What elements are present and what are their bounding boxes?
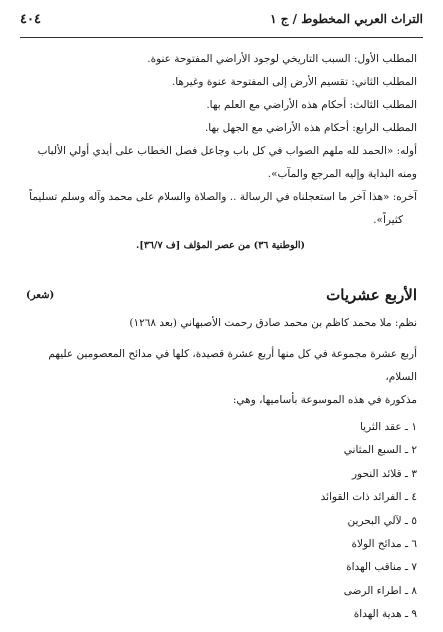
text-line: المطلب الأول: السبب التاريخي لوجود الأراضي المفتوحة عنوة. <box>147 53 417 65</box>
list-item: ٧ ـ مناقب الهداة <box>346 561 417 574</box>
list-item: ٥ ـ لآلي البحرين <box>347 514 417 527</box>
entry-type: (شعر) <box>26 290 55 301</box>
list-item: ٩ ـ هدية الهداة <box>353 608 417 621</box>
page-number: ٤٠٤ <box>20 12 41 27</box>
text-line: آخره: «هذا آخر ما استعجلناه في الرسالة .. والصلاة والسلام على محمد وآله وسلم تسليماً <box>29 191 417 203</box>
header-title: التراث العربي المخطوط / ج ١ <box>270 12 423 26</box>
entry-title: الأربع عشريات <box>326 286 417 304</box>
list-item: ٨ ـ اطراء الرضى <box>343 584 417 597</box>
author-line: نظم: ملا محمد كاظم بن محمد صادق رحمت الأصبهاني (بعد ١٢٦٨) <box>129 317 417 329</box>
list-item: ٦ ـ مدائح الولاة <box>351 538 417 551</box>
list-item: ٢ ـ السبع المثاني <box>343 444 417 457</box>
manuscript-citation: (الوطنية ٣٦) من عصر المؤلف [ف ٣٦/٧]. <box>136 240 305 251</box>
text-line: المطلب الرابع: أحكام هذه الأراضي مع الجهل بها. <box>204 122 417 134</box>
text-line: المطلب الثاني: تقسيم الأرض إلى المفتوحة عنوة وغيرها. <box>171 76 417 88</box>
list-item: ٤ ـ الفرائد ذات القوائد <box>320 491 417 504</box>
description-line: مذكورة في هذه الموسوعة بأساميها، وهي: <box>232 394 417 406</box>
collection-list <box>217 416 417 627</box>
list-item: ٣ ـ قلائد النحور <box>351 467 417 480</box>
text-line: أوله: «الحمد لله ملهم الصواب في كل باب وجاعل فصل الخطاب على أيدي أولي الألباب <box>37 145 417 157</box>
description-line: أربع عشرة مجموعة في كل منها أربع عشرة قصيدة، كلها في مدائح المعصومين عليهم السلام، <box>48 348 417 383</box>
text-line: كثيراً». <box>373 214 403 226</box>
entry-heading <box>22 286 417 312</box>
entry-body <box>24 312 417 412</box>
header-rule <box>20 37 423 38</box>
list-item: ١ ـ عقد الثريا <box>359 421 417 433</box>
previous-entry-text <box>24 48 417 257</box>
text-line: ومنه البداية وإليه المرجع والمآب». <box>267 168 417 180</box>
running-header <box>20 10 423 32</box>
text-line: المطلب الثالث: أحكام هذه الأراضي مع العلم بها. <box>206 99 417 111</box>
